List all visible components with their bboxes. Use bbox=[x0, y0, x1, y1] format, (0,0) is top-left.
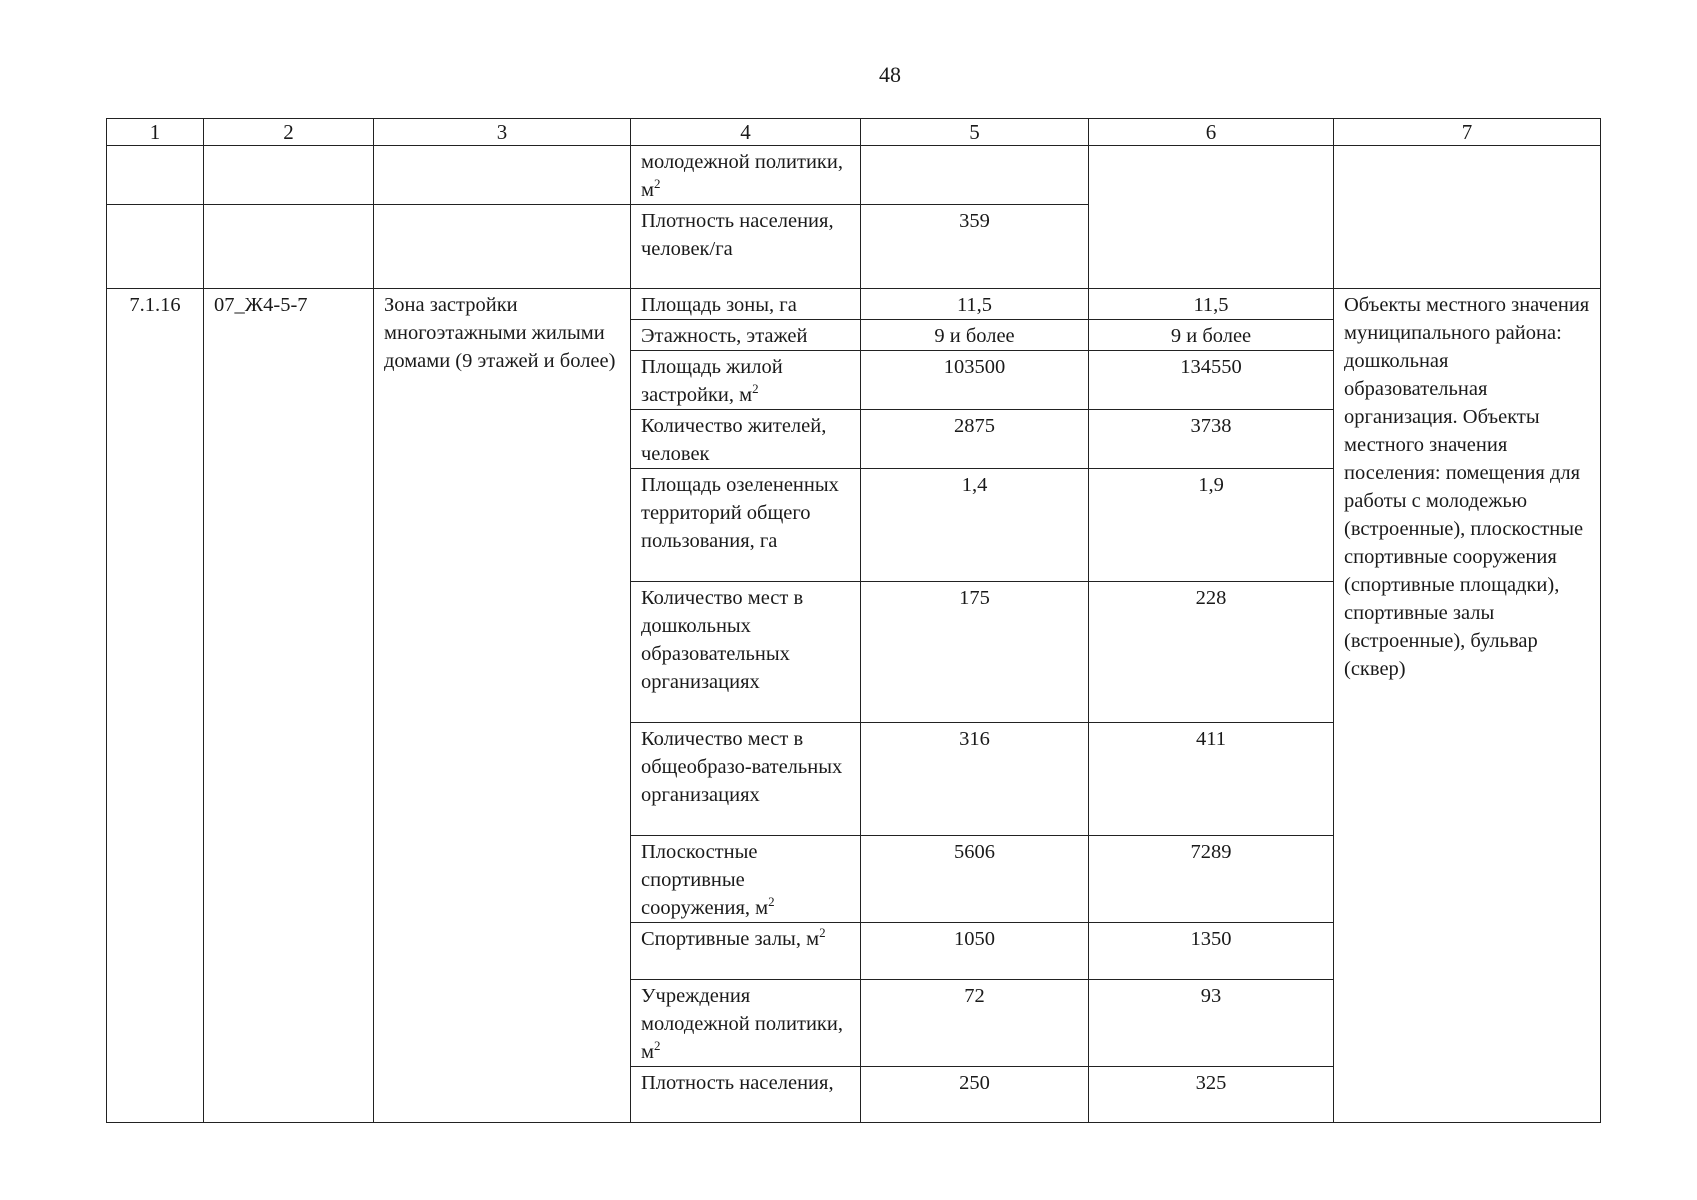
cell-value-5: 316 bbox=[861, 723, 1089, 836]
cell-value-5: 175 bbox=[861, 582, 1089, 723]
cell-code bbox=[204, 205, 374, 289]
cell-value-6 bbox=[1089, 146, 1334, 289]
cell-number bbox=[107, 146, 204, 205]
cell-value-6: 11,5 bbox=[1089, 289, 1334, 320]
cell-value-5: 72 bbox=[861, 980, 1089, 1067]
column-header-6: 6 bbox=[1089, 119, 1334, 146]
column-header-2: 2 bbox=[204, 119, 374, 146]
cell-zone bbox=[374, 205, 631, 289]
cell-indicator: Этажность, этажей bbox=[631, 320, 861, 351]
cell-value-5: 250 bbox=[861, 1067, 1089, 1123]
cell-value-6: 1,9 bbox=[1089, 469, 1334, 582]
cell-value-6: 9 и более bbox=[1089, 320, 1334, 351]
cell-indicator: молодежной политики, $м^2$ bbox=[631, 146, 861, 205]
cell-value-6: 93 bbox=[1089, 980, 1334, 1067]
cell-number: 7.1.16 bbox=[107, 289, 204, 1123]
cell-value-5 bbox=[861, 146, 1089, 205]
zoning-table bbox=[106, 118, 1601, 1123]
cell-value-5: 1050 bbox=[861, 923, 1089, 980]
cell-code: 07_Ж4-5-7 bbox=[204, 289, 374, 1123]
cell-value-5: 1,4 bbox=[861, 469, 1089, 582]
cell-zone bbox=[374, 146, 631, 205]
cell-indicator: Площадь жилой застройки, $м^2$ bbox=[631, 351, 861, 410]
cell-value-6: 3738 bbox=[1089, 410, 1334, 469]
cell-indicator: Плотность населения, человек/га bbox=[631, 205, 861, 289]
cell-indicator: Количество мест в дошкольных образовательных организациях bbox=[631, 582, 861, 723]
cell-indicator: Учреждения молодежной политики, $м^2$ bbox=[631, 980, 861, 1067]
cell-indicator: Площадь озелененных территорий общего пользования, га bbox=[631, 469, 861, 582]
cell-indicator: Площадь зоны, га bbox=[631, 289, 861, 320]
cell-objects bbox=[1334, 146, 1601, 289]
cell-value-6: 1350 bbox=[1089, 923, 1334, 980]
cell-objects: Объекты местного значения муниципального района: дошкольная образовательная организация. Объекты местного значения поселения: помещения для работы с молодежью (встроенные), плоскостные спортивные сооружения (спортивные площадки), спортивные залы (встроенные), бульвар (сквер) bbox=[1334, 289, 1601, 1123]
table-row bbox=[107, 289, 1601, 320]
cell-indicator: Плоскостные спортивные сооружения, $м^2$ bbox=[631, 836, 861, 923]
column-header-5: 5 bbox=[861, 119, 1089, 146]
column-header-3: 3 bbox=[374, 119, 631, 146]
cell-value-6: 228 bbox=[1089, 582, 1334, 723]
column-header-1: 1 bbox=[107, 119, 204, 146]
cell-value-6: 134550 bbox=[1089, 351, 1334, 410]
cell-value-6: 7289 bbox=[1089, 836, 1334, 923]
cell-indicator: Спортивные залы, $м^2$ bbox=[631, 923, 861, 980]
table-row bbox=[107, 146, 1601, 205]
cell-value-5: 2875 bbox=[861, 410, 1089, 469]
cell-code bbox=[204, 146, 374, 205]
cell-indicator: Количество мест в общеобразо-вательных организациях bbox=[631, 723, 861, 836]
header-row bbox=[107, 119, 1601, 146]
cell-number bbox=[107, 205, 204, 289]
cell-value-5: 11,5 bbox=[861, 289, 1089, 320]
cell-indicator: Количество жителей, человек bbox=[631, 410, 861, 469]
column-header-4: 4 bbox=[631, 119, 861, 146]
cell-zone: Зона застройки многоэтажными жилыми домами (9 этажей и более) bbox=[374, 289, 631, 1123]
cell-value-5: 5606 bbox=[861, 836, 1089, 923]
cell-value-5: 359 bbox=[861, 205, 1089, 289]
cell-value-6: 411 bbox=[1089, 723, 1334, 836]
cell-value-6: 325 bbox=[1089, 1067, 1334, 1123]
cell-value-5: 103500 bbox=[861, 351, 1089, 410]
cell-indicator: Плотность населения, bbox=[631, 1067, 861, 1123]
column-header-7: 7 bbox=[1334, 119, 1601, 146]
page-number: 48 bbox=[879, 62, 901, 87]
cell-value-5: 9 и более bbox=[861, 320, 1089, 351]
